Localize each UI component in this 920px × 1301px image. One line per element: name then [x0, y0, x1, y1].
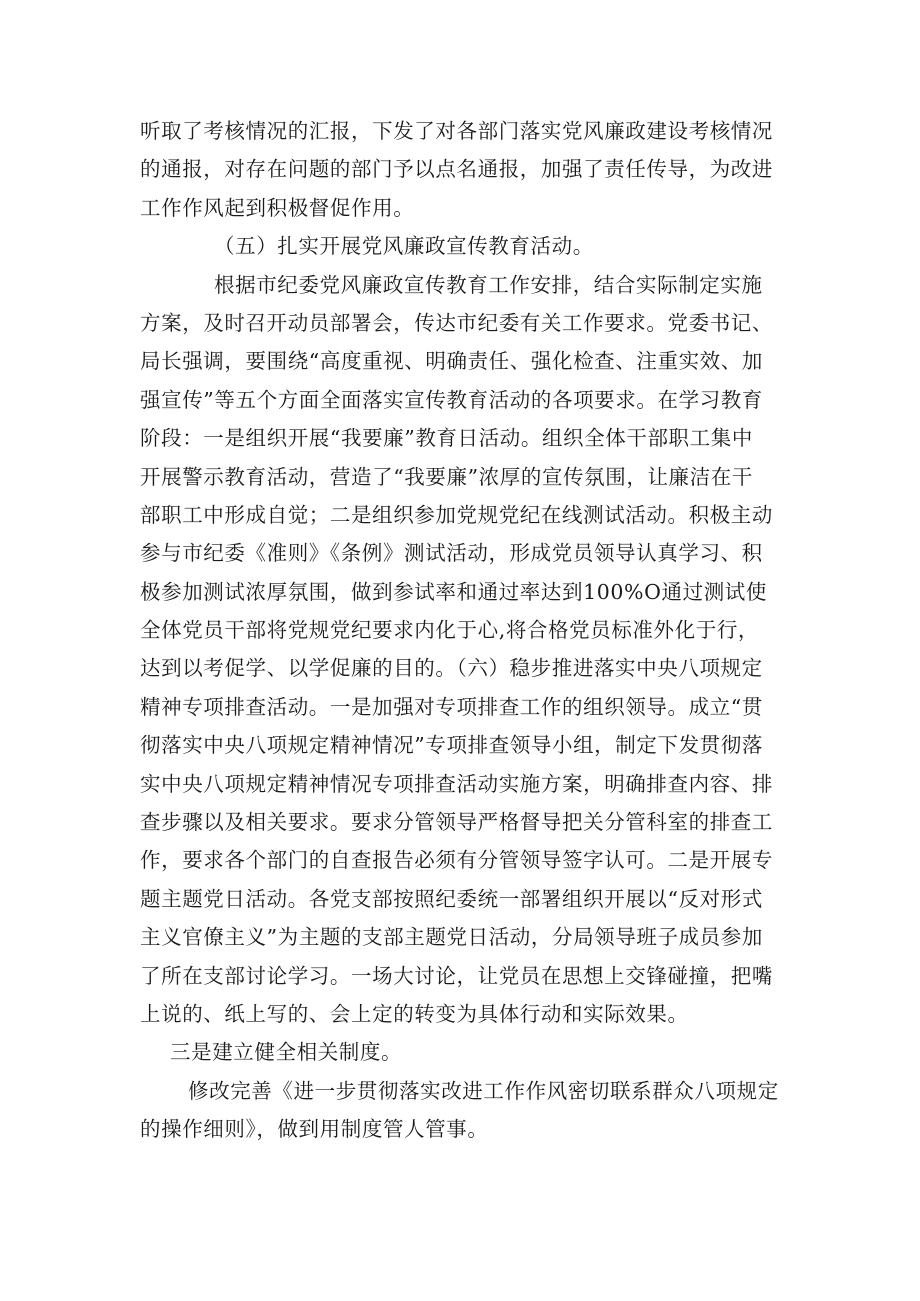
text-line: 听取了考核情况的汇报，下发了对各部门落实党风廉政建设考核情况 [140, 119, 773, 143]
text-line: 局长强调，要围绕“高度重视、明确责任、强化检查、注重实效、加 [140, 349, 763, 374]
text-line: 阶段：一是组织开展“我要廉”教育日活动。组织全体干部职工集中 [140, 426, 753, 451]
text-line: 开展警示教育活动，营造了“我要廉”浓厚的宣传氛围，让廉洁在干 [140, 464, 753, 489]
section-heading: 三是建立健全相关制度。 [170, 1040, 403, 1065]
text-line: 实中央八项规定精神情况专项排查活动实施方案，明确排查内容、排 [140, 771, 773, 796]
section-heading: （五）扎实开展党风廉政宣传教育活动。 [214, 234, 594, 259]
text-line: 了所在支部讨论学习。一场大讨论，让党员在思想上交锋碰撞，把嘴 [140, 963, 773, 988]
text-line: 强宣传”等五个方面全面落实宣传教育活动的各项要求。在学习教育 [140, 387, 763, 412]
text-line: 主义官僚主义”为主题的支部主题党日活动，分局领导班子成员参加 [140, 925, 763, 950]
text-line: 极参加测试浓厚氛围，做到参试率和通过率达到100%O通过测试使 [140, 579, 768, 604]
text-line: 达到以考促学、以学促廉的目的。（六）稳步推进落实中央八项规定 [140, 656, 763, 681]
text-line: 方案，及时召开动员部署会，传达市纪委有关工作要求。党委书记、 [140, 310, 773, 335]
text-line: 作，要求各个部门的自查报告必须有分管领导签字认可。二是开展专 [140, 848, 773, 873]
text-line: 工作作风起到积极督促作用。 [140, 195, 415, 220]
text-line: 修改完善《进一步贯彻落实改进工作作风密切联系群众八项规定 [188, 1078, 779, 1103]
text-line: 查步骤以及相关要求。要求分管领导严格督导把关分管科室的排查工 [140, 810, 773, 835]
text-line: 参与市纪委《准则》《条例》测试活动，形成党员领导认真学习、积 [140, 541, 763, 566]
text-line: 精神专项排查活动。一是加强对专项排查工作的组织领导。成立“贯 [140, 694, 763, 719]
text-line: 根据市纪委党风廉政宣传教育工作安排，结合实际制定实施 [214, 272, 763, 297]
text-line: 部职工中形成自觉；二是组织参加党规党纪在线测试活动。积极主动 [140, 502, 773, 527]
text-line: 的操作细则》，做到用制度管人管事。 [140, 1117, 489, 1142]
text-line: 彻落实中央八项规定精神情况”专项排查领导小组，制定下发贯彻落 [140, 733, 763, 758]
text-line: 上说的、纸上写的、会上定的转变为具体行动和实际效果。 [140, 1001, 689, 1026]
document-body [140, 112, 790, 1149]
text-line: 题主题党日活动。各党支部按照纪委统一部署组织开展以“反对形式 [140, 886, 763, 911]
text-line: 的通报，对存在问题的部门予以点名通报，加强了责任传导，为改进 [140, 157, 773, 182]
text-line: 全体党员干部将党规党纪要求内化于心,将合格党员标准外化于行， [140, 618, 760, 643]
